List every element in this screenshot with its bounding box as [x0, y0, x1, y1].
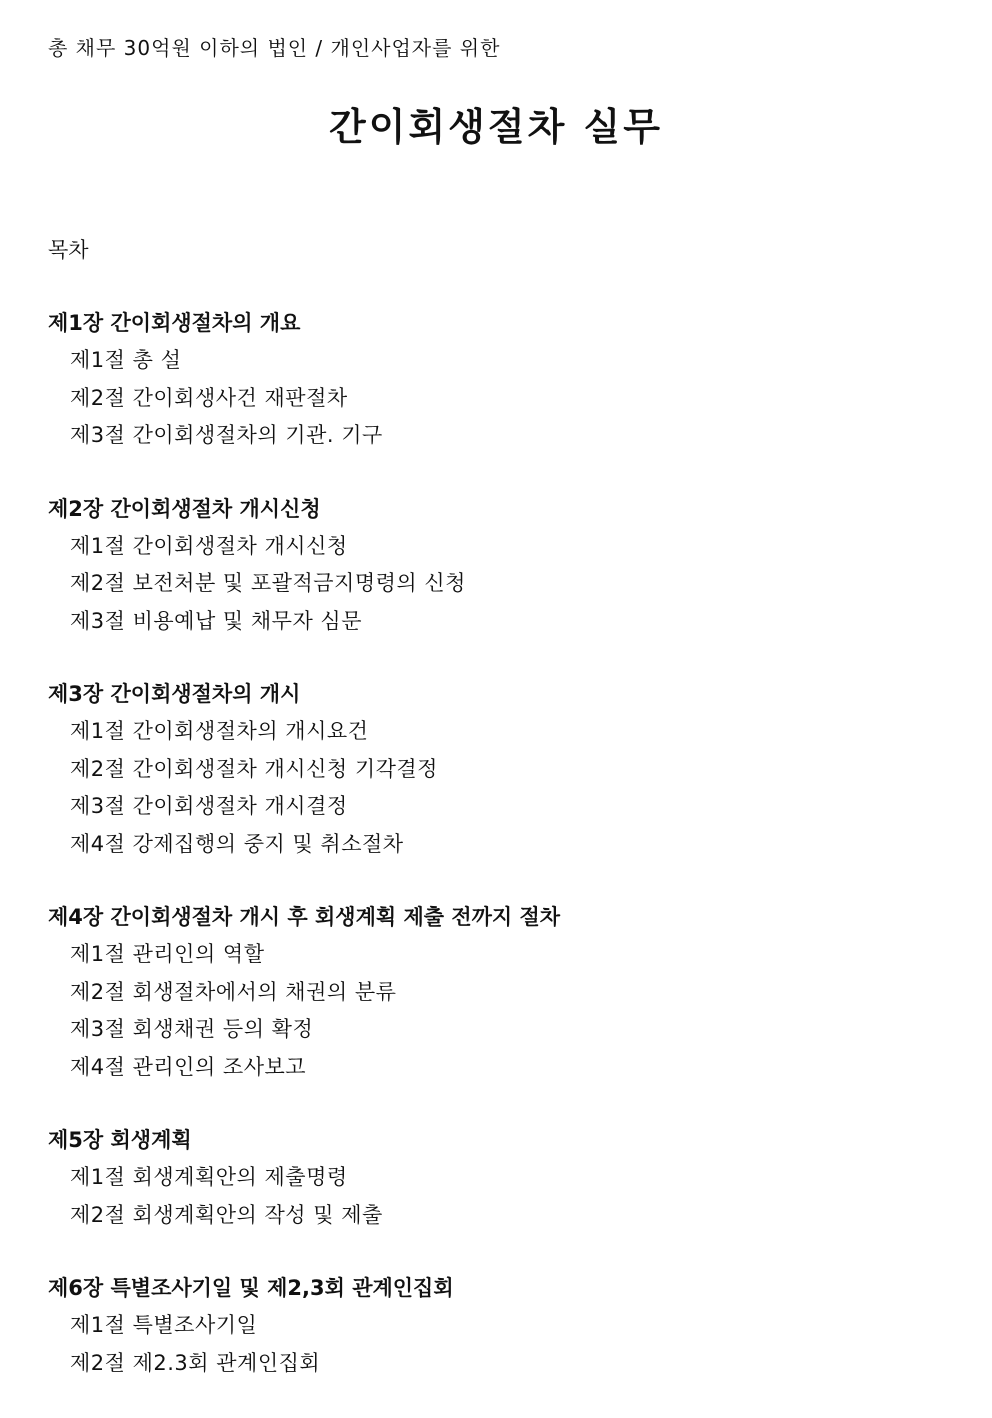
chapter-5: [48, 1122, 948, 1234]
chapter-6: [48, 1270, 948, 1382]
document-subtitle: 총 채무 30억원 이하의 법인 / 개인사업자를 위한: [48, 36, 501, 60]
section-item: 제3절 비용예납 및 채무자 심문: [70, 608, 362, 633]
document-title: 간이회생절차 실무: [329, 105, 663, 149]
chapter-3: [48, 676, 948, 863]
section-item: 제1절 총 설: [70, 348, 182, 372]
section-item: 제4절 관리인의 조사보고: [70, 1054, 307, 1079]
table-of-contents: [48, 305, 948, 1418]
section-item: 제1절 관리인의 역할: [70, 942, 265, 966]
section-item: 제2절 회생절차에서의 채권의 분류: [70, 979, 397, 1004]
chapter-2: [48, 491, 948, 641]
section-item: 제2절 보전처분 및 포괄적금지명령의 신청: [70, 571, 466, 595]
chapter-title: 제4장 간이회생절차 개시 후 회생계획 제출 전까지 절차: [48, 905, 561, 929]
section-item: 제2절 간이회생절차 개시신청 기각결정: [70, 756, 438, 781]
chapter-title: 제2장 간이회생절차 개시신청: [48, 496, 321, 521]
chapter-4: [48, 899, 948, 1086]
section-item: 제2절 간이회생사건 재판절차: [70, 385, 348, 410]
chapter-title: 제6장 특별조사기일 및 제2,3회 관계인집회: [48, 1276, 454, 1300]
chapter-1: [48, 305, 948, 455]
section-item: 제1절 간이회생절차의 개시요건: [70, 719, 369, 743]
section-item: 제1절 간이회생절차 개시신청: [70, 533, 348, 558]
section-item: 제1절 특별조사기일: [70, 1313, 258, 1337]
chapter-title: 제3장 간이회생절차의 개시: [48, 682, 301, 706]
toc-heading: 목차: [48, 238, 89, 262]
section-item: 제3절 간이회생절차의 기관. 기구: [70, 423, 383, 447]
chapter-title: 제5장 회생계획: [48, 1128, 192, 1152]
chapter-title: 제1장 간이회생절차의 개요: [48, 311, 301, 335]
section-item: 제2절 제2.3회 관계인집회: [70, 1350, 321, 1375]
section-item: 제3절 간이회생절차 개시결정: [70, 794, 348, 818]
section-item: 제4절 강제집행의 중지 및 취소절차: [70, 831, 404, 856]
section-item: 제1절 회생계획안의 제출명령: [70, 1165, 348, 1189]
section-item: 제2절 회생계획안의 작성 및 제출: [70, 1202, 383, 1227]
section-item: 제3절 회생채권 등의 확정: [70, 1017, 314, 1041]
